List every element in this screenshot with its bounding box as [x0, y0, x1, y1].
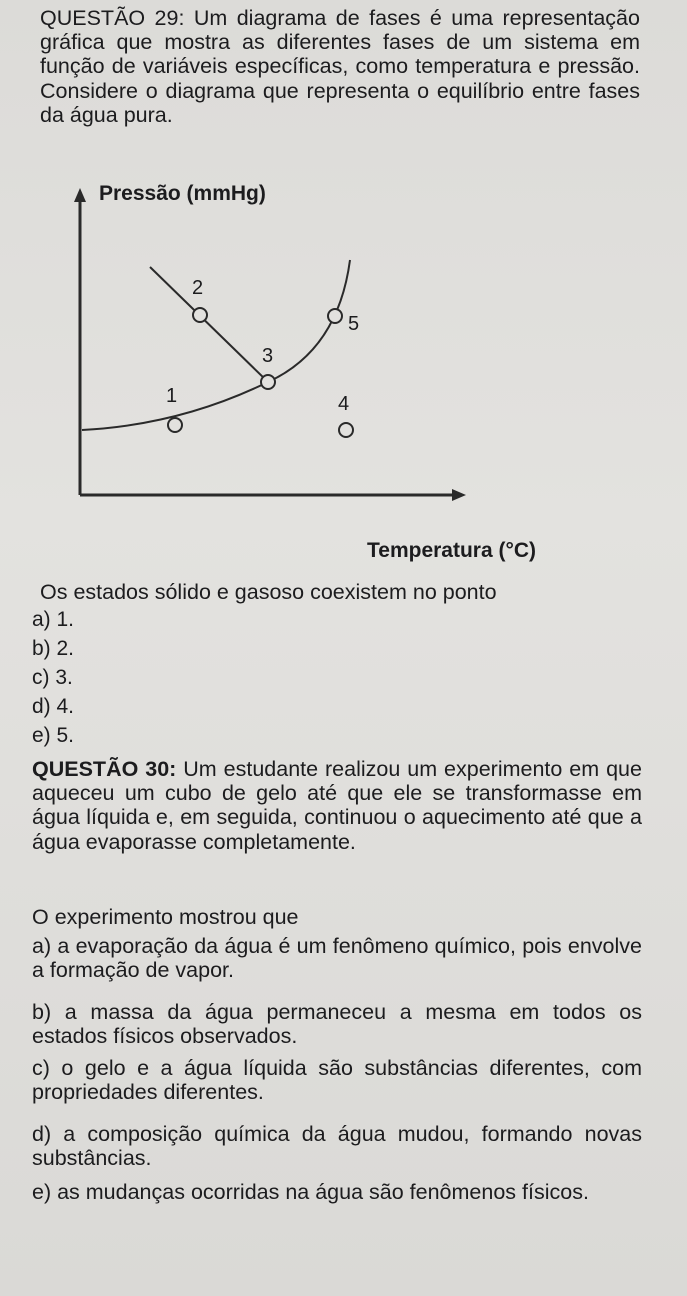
q30-option-a[interactable]: a) a evaporação da água é um fenômeno químico, pois envolve a formação de vapor. [32, 934, 642, 983]
point-4-label: 4 [338, 393, 350, 415]
q30-option-d[interactable]: d) a composição química da água mudou, formando novas substâncias. [32, 1122, 642, 1171]
q30-option-e[interactable]: e) as mudanças ocorridas na água são fenômenos físicos. [32, 1180, 589, 1204]
point-1-marker [168, 418, 182, 432]
q29-label: QUESTÃO 29: [40, 6, 185, 30]
q29-option-e[interactable]: e) 5. [32, 724, 75, 747]
point-3-label: 3 [262, 345, 274, 367]
q29-option-b[interactable]: b) 2. [32, 637, 75, 660]
fusion-curve [150, 267, 268, 382]
phase-diagram [0, 170, 687, 570]
point-4-marker [339, 423, 353, 437]
q29-option-d[interactable]: d) 4. [32, 695, 75, 718]
q29-statement [40, 6, 640, 127]
y-axis-label: Pressão (mmHg) [99, 182, 266, 205]
q30-statement [32, 757, 642, 854]
q29-option-c[interactable]: c) 3. [32, 666, 73, 689]
point-2-label: 2 [192, 277, 204, 299]
point-5-marker [328, 309, 342, 323]
q30-prompt: O experimento mostrou que [32, 905, 299, 929]
q30-option-b[interactable]: b) a massa da água permaneceu a mesma em todos os estados físicos observados. [32, 1000, 642, 1049]
q29-option-a[interactable]: a) 1. [32, 608, 75, 631]
q30-intro: Um estudante realizou um experimento em que aqueceu um cubo de gelo até que ele se transformasse em água líquida e, em seguida, continuou o aquecimento até que a água evaporasse completamente. [32, 757, 642, 854]
point-3-marker [261, 375, 275, 389]
point-2-marker [193, 308, 207, 322]
q29-intro: Um diagrama de fases é uma representação gráfica que mostra as diferentes fases de um sistema em função de variáveis específicas, como temperatura e pressão. Considere o diagrama que representa o equilíbrio entre fases da água pura. [40, 6, 640, 127]
q30-option-c[interactable]: c) o gelo e a água líquida são substâncias diferentes, com propriedades diferentes. [32, 1056, 642, 1105]
q30-label: QUESTÃO 30: [32, 757, 177, 781]
x-axis-arrow [452, 489, 466, 501]
y-axis-arrow [74, 188, 86, 202]
point-1-label: 1 [166, 385, 178, 407]
q29-prompt: Os estados sólido e gasoso coexistem no ponto [40, 580, 497, 604]
point-5-label: 5 [348, 313, 360, 335]
x-axis-label: Temperatura (°C) [367, 539, 537, 562]
